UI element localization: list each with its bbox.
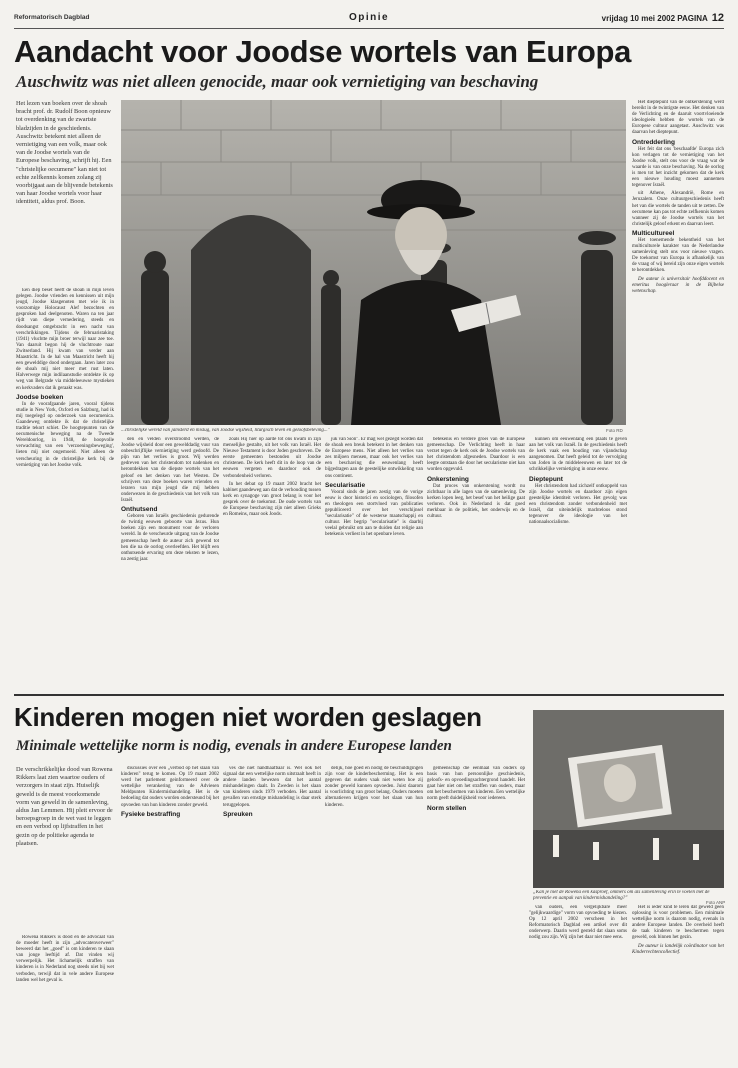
- article2-column-6: van ouders, een vergelijkbare meer "gelijkwaardige" vorm van opvoeding te kiezen. Op 12 april 2002 verscheen in het Reformatorisch Dagblad een artikel over dit onderwerp. Daarin werd gesteld dat slaan soms nodig zou zijn. Wij zijn het daar niet mee eens.: [529, 905, 627, 941]
- article1-column-4: juk van Sion". Er mag wel gezegd worden dat de shoah een breuk betekent in het denken van de Europese mens. Niet alleen het verlies van zes miljoen mensen, maar ook het verlies van een beschaving die eeuwenlang heeft bijgedragen aan de geestelijke ontwikkeling van ons continent. Secularisatie Vooral sinds de jaren zestig van de vorige eeuw is door historici en sociologen, filosofen en theologen een stortvloed van publicaties gepubliceerd over het verschijnsel "secularisatie" of de westerse maatschappij en cultuur. Het begrip "secularisatie" is daarbij veelal gebruikt om aan te duiden dat religie aan betekenis verliest in het openbare leven.: [325, 437, 423, 538]
- article2-headline: Kinderen mogen niet worden geslagen: [14, 702, 482, 732]
- section-name: Opinie: [348, 12, 390, 23]
- article1-column-6: kunnen om eeuwenlang een plaats te geven aan het volk van Israël. In de geschiedenis heeft de kerk vaak een houding van vijandschap aangenomen. Dat heeft geleid tot de vervolging van Joden in de middeleeuwen en later tot de schrikkelijke vernietiging in onze eeuw. Dieptepunt Het christendom had zichzelf ontkoppeld van zijn Joodse wortels en daardoor zijn eigen geestelijke identiteit verloren. Het gevolg was een christendom zonder verbondenheid met Israël, dat uiteindelijk machteloos stond tegenover de ideologie van het nationaalsocialisme.: [529, 437, 627, 526]
- heading-ontreddering: Ontredderling: [632, 138, 675, 146]
- article1-column-1: Een diep besef heeft de shoah in mijn leven gelegen. Joodse vrienden en kennissen uit mijn jeugd, Joodse klasgenoten met wie ik in voorzomige Holocaust Alef bezochten en gesproken had deelgenoten. Waren na ten jaar rijdt van diepe vernedering, steeds en doodsangst omgebracht in een nacht van verschrikkingen. Tijdens de februaristaking (1941) vluchtte mijn broer terwijl naar zee toe. Van daaruit begon hij de vluchtroute naar Zwitserland. Hij kwam van verder aan Maastricht. In de hal van Maastricht heeft hij een gewelddige dood ondergaan. Jaren later zou de shoah mij niet meer met rust laten. Halverwege mijn indilaanstudie ontdekte ik op weg van Belgrade via middeleeuwse mystieken en kerkvaders dat ik geraakt was. Joodse boeken In de voorafgaande jaren, vooral tijdens studie in New York, Oxford en Salzburg, had ik mij toegelegd op onderzoek van oecumenica. Gaandeweg ontdekte ik dat de christelijke traditie tekort schiet. De hoogtepunten van de oecumenische beweging na de Tweede Wereldoorlog, in 1948, de hoopvolle verwachting van een 'verzoeningsbeweging', lieten mij niet ongemoeid. Niet alleen de verscheuring in de christelijke kerk bij de vernietiging van het Joodse volk.: [16, 288, 114, 468]
- heading-norm-stellen: Norm stellen: [427, 804, 467, 812]
- article2-author-note: De auteur is landelijk coördinator van het Kinderrechtencollectief.: [632, 943, 724, 955]
- article1-author-note: De auteur is universitair hoofddocent en emeritus hoogleraar in de Bijbelse wetenschap.: [632, 276, 724, 294]
- heading-spreuken: Spreuken: [223, 810, 253, 818]
- header-rule: [14, 28, 724, 29]
- heading-fysieke-bestraffing: Fysieke bestraffing: [121, 810, 181, 818]
- heading-onthutsend: Onthutsend: [121, 506, 158, 514]
- newspaper-name: Reformatorisch Dagblad: [14, 14, 90, 21]
- article-divider: [14, 694, 724, 696]
- article1-column-8: Het dieptepunt van de ontkerstening werd bereikt in de twintigste eeuw. Het denken van de Verlichting en de daaruit voortvloeiende ideologieën hebben de wortels van de Europese cultuur aangetast. Auschwitz was daarvan het dieptepunt. Ontredderling Het feit dat ons 'beschaafde' Europa zich kon verlagen tot de vernietiging van het Joodse volk, stelt ons voor de vraag wat de waarde is van onze beschaving. Na de oorlog is men tot het inzicht gekomen dat de kerk een nieuwe houding moest aannemen tegenover Israël. uit Athene, Alexandrië, Rome en Jeruzalem. Onze cultuurgeschiedenis heeft het van die wortels de tanden uit te zetten. De oecumene kan pas tot echte zelfkennis komen wanneer zij de Joodse wortels van het christelijk geloof erkent en daarvan leert. Multicultureel Het toenemende bekentheid van het multiculturele karakter van de Nederlandse samenleving stelt ons voor nieuwe vragen. De toekomst van Europa is afhankelijk van de vraag of wij bereid zijn onze eigen wortels te herontdekken. De auteur is universitair hoofddocent en emeritus hoogleraar in de Bijbelse wetenschap.: [632, 100, 724, 294]
- article1-column-5: betekenis en verdere groei van de Europese gemeenschap. De Verlichting heeft in haar verzet tegen de kerk ook de Joodse wortels van het christendom afgesneden. Daardoor is een leegte ontstaan die door het secularisme niet kan worden opgevuld. Onkerstening Dat proces van onkerstening wordt nu zichtbaar in alle lagen van de samenleving. De kerken lopen leeg, het besef van het heilige gaat verloren. Ook in Nederland is dat goed merkbaar in de politiek, het onderwijs en de cultuur.: [427, 437, 525, 520]
- heading-multicultureel: Multicultureel: [632, 229, 675, 237]
- page-number: 12: [711, 12, 724, 24]
- article2-column-5: gemeenschap die eenmaal van ouders op basis van hun persoonlijke geschiedenis, geloofs- en opvoedingsachtergrond handelt. Het gaat hier niet om het straffen van ouders, maar om het beschermen van kinderen. Een wettelijke norm geeft duidelijkheid voor iedereen. Norm stellen: [427, 766, 525, 812]
- article2-column-7: Het is ieder kind te leren dat geweld geen oplossing is voor problemen. Een minimale wettelijke norm is daarom nodig, evenals in andere Europese landen. De overheid heeft de taak kinderen te beschermen tegen geweld, ook binnen het gezin. De auteur is landelijk coördinator van het Kinderrechtencollectief.: [632, 905, 724, 955]
- photo-men-praying-at-wall: [121, 100, 626, 425]
- heading-secularisatie: Secularisatie: [325, 481, 366, 489]
- article1-intro: Het lezen van boeken over de shoah bracht prof. dr. Rudolf Boon opnieuw tot overdenking van de zwartste bladzijden in de geschiedenis. Auschwitz betekent niet alleen de vernietiging van een volk, maar ook van de Joodse wortels van de Europese beschaving, schrijft hij. Een "christelijke oecumene" kan niet tot echte zelfkennis komen zolang zij voorbijgaat aan de blijvende betekenis van haar Joodse wortels voor haar identiteit, aldus prof. Boon.: [16, 100, 113, 206]
- date-and-page: [602, 12, 724, 24]
- article2-column-2: discussies over een „verbod op het slaan van kinderen" terug te komen. Op 19 maart 2002 werd het parlement geinformeerd over de wettelijke verankering van de Adviesen Meldpunten Kindermishandeling. Het is de bedoeling dat ouders worden ondersteund bij het opvoeden van hun kinderen zonder geweld. Fysieke bestraffing: [121, 766, 219, 818]
- heading-joodse-boeken: Joodse boeken: [16, 393, 64, 401]
- article2-column-1: Rowena Rikkers is dood en de advocaat van de moeder heeft in zijn „advocatenverweer" beweerd dat het „goed" is om kinderen te slaan van jonge leeftijd af. Dat vinden wij verwerpelijk. Het lichamelijk straffen van kinderen is in Nederland nog steeds niet bij wet verboden, terwijl dat in vele andere Europese landen wel het geval is.: [16, 935, 114, 983]
- photo-child-portrait-candles: [533, 710, 724, 888]
- article2-subheadline: Minimale wettelijke norm is nodig, evenals in andere Europese landen: [16, 738, 452, 754]
- article1-headline: Aandacht voor Joodse wortels van Europa: [14, 34, 632, 69]
- article1-column-3: zoals Hij hier op aarde tot ons kwam in zijn menselijke gestalte, uit het volk van Israël. Het Nieuwe Testament is door Joden geschreven. De eerste gemeenten bestonden uit Joodse christenen. De kerk heeft dit in de loop van de eeuwen vergeten en daardoor ook de verbondenheid verloren. In het debat op 19 maart 2002 bracht het kabinet gaandeweg aan dat de verhouding tussen kerk en synagoge van groot belang is voor het gesprek over de toekomst. De oude wortels van de Europese beschaving zijn niet alleen Grieks en Romeins, maar ook Joods.: [223, 437, 321, 518]
- article2-column-3: ves die niet handhaafbaar is. Wel ook het signaal dat een wettelijke norm uitstraalt heeft in andere landen bewezen dat het aantal mishandelingen daalt. In Zweden is het slaan van kinderen sinds 1979 verboden. Het aantal gevallen van ernstige mishandeling is daar sterk teruggelopen. Spreuken: [223, 766, 321, 818]
- heading-dieptepunt: Dieptepunt: [529, 475, 563, 483]
- heading-onkerstening: Onkerstening: [427, 475, 469, 483]
- article2-column-4: delijk, hoe goed en nodig de beschuldigingen zijn voor de kinderbescherming. Het is een gegeven dat ouders vaak niet weten hoe zij zonder geweld kunnen opvoeden. Juist daarom is voorlichting van groot belang. Ouders moeten alternatieven krijgen voor het slaan van hun kinderen.: [325, 766, 423, 808]
- article1-column-2: den en velden overstroomd werden, de Joodse wijsheid door een gewelddadig vuur van onbeschrijflijke vernietiging werd gedoofd. De pijn van het verlies is groot. Wij werden gedreven van het christendom tot nadenken en herontdekken van de diepste wortels van het geloof en het denken van het Westen. De schrijvers van deze boeken waren vrienden en leraren van mijn jeugd die mij hebben onderwezen in de geschiedenis van het volk van Israël. Onthutsend Geboren van Israëls geschiedenis gedurende de twintig eeuwen geboorte van Jezus. Hun boeken zijn een monument voor de verloren wereld. In de verscheurde uitgang van de Joodse gemeenschap heeft de auteur zich gewend tot hen die na de oorlog overleefden. Het blijft een onthutsende ervaring om deze teksten te lezen, na zestig jaar.: [121, 437, 219, 562]
- article2-intro: De verschrikkelijke dood van Rowena Rikkers laat zien waartoe ouders of verzorgers in staat zijn. Huiselijk geweld is de meest voorkomende vorm van geweld in de samenleving, aldus Jan Lemmen. Hij pleit ervoor de beroepsgroep in de wet vast te leggen en een verbod op lijfstraffen in het gezin op de politieke agenda te plaatsen.: [16, 766, 113, 847]
- article1-photo-credit: Foto RD: [606, 428, 623, 433]
- article2-photo-credit: Foto ANP: [706, 900, 726, 905]
- issue-date: vrijdag 10 mei 2002: [601, 14, 676, 23]
- page-label: PAGINA: [677, 14, 708, 23]
- article1-photo: [121, 100, 626, 425]
- page-header: [14, 12, 724, 26]
- article2-photo-caption: „Kan je niet de Rowena een kasproef, ommers om als samenleving erin te voelen met de preventie en aanpak van kindermishandeling?": [533, 890, 710, 901]
- article2-photo: [533, 710, 724, 888]
- article1-photo-caption: ...christelijke wereld van jamsterd en mislug, van Joodse wijsheid, liturgisch leven en geloofsbeleving...": [121, 428, 330, 433]
- article1-subheadline: Auschwitz was niet alleen genocide, maar ook vernietiging van beschaving: [16, 72, 539, 91]
